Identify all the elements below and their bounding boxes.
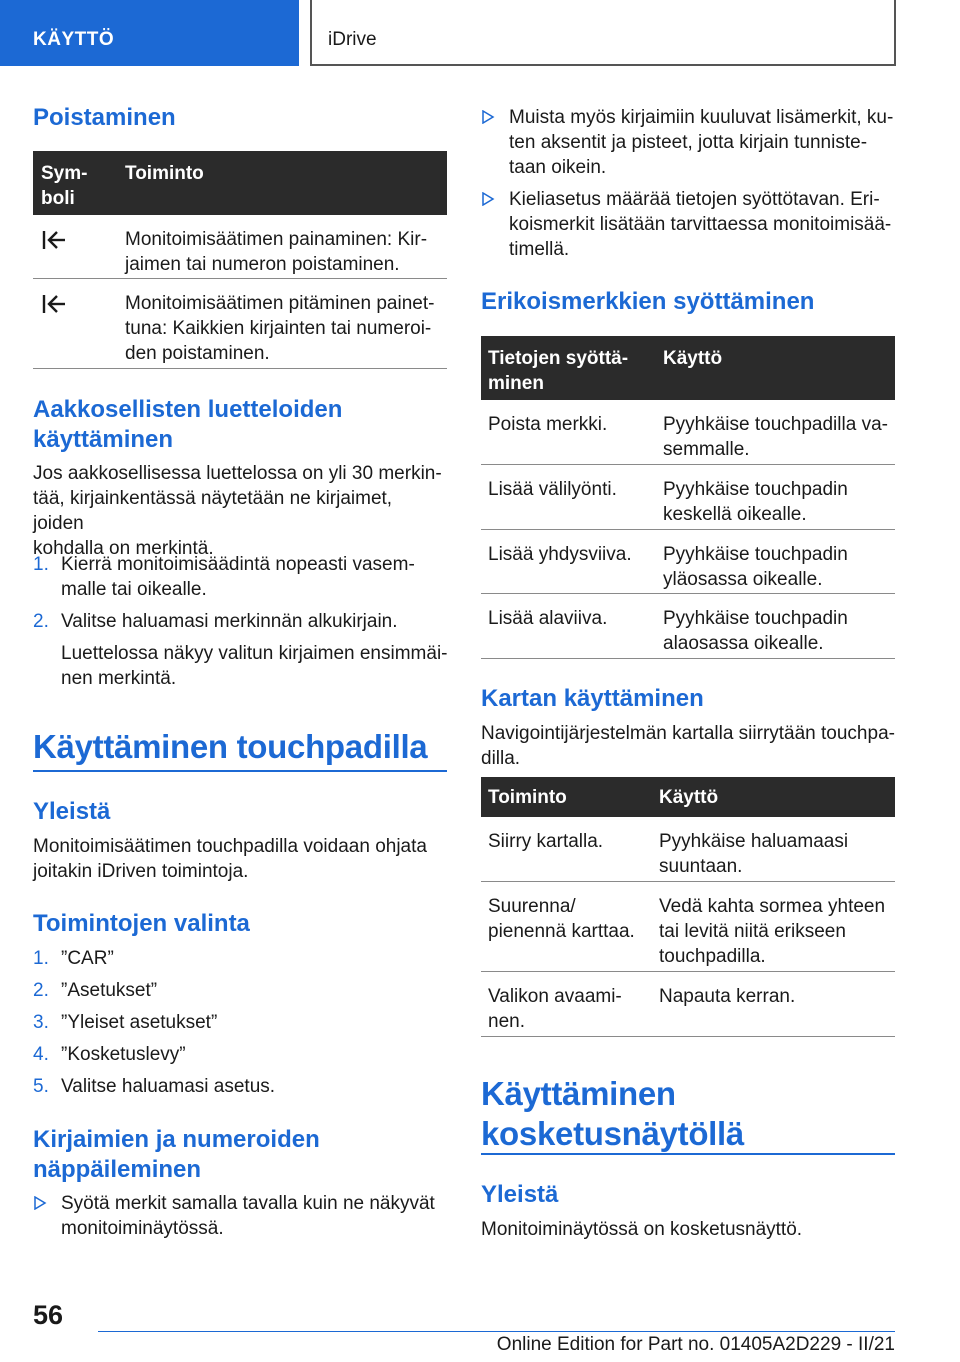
cell-usage: Vedä kahta sormea yhteen tai levitä niitä erikseen touchpadilla. xyxy=(659,896,886,967)
table-row xyxy=(481,817,895,882)
cell-function: Siirry kartalla. xyxy=(488,831,604,852)
triangle-bullet-icon xyxy=(33,1196,47,1210)
footer-rule xyxy=(98,1331,895,1332)
cell-usage: Pyyhkäise touchpadin yläosassa oikealle. xyxy=(663,544,848,590)
cell-input: Lisää yhdysviiva. xyxy=(488,544,632,565)
cell-usage: Pyyhkäise touchpadin alaosassa oikealle. xyxy=(663,608,848,654)
bullet-item xyxy=(481,187,895,262)
cell-input: Lisää alaviiva. xyxy=(488,608,608,629)
table-row xyxy=(481,465,895,530)
table-row xyxy=(481,594,895,659)
heading-general: Yleistä xyxy=(33,798,111,825)
chapter-tab xyxy=(310,0,896,66)
step-number: 1. xyxy=(33,948,49,969)
step-number: 2. xyxy=(33,980,49,1001)
list-item xyxy=(33,1010,447,1035)
heading-touchscreen: Käyttäminen kosketusnäytöllä xyxy=(481,1075,744,1152)
row-text: Monitoimisäätimen pitäminen painet- tuna: Kaikkien kirjainten tai numeroi- den poistaminen. xyxy=(125,293,435,364)
list-item xyxy=(33,946,447,971)
table-header xyxy=(33,151,447,215)
step-text: ”Asetukset” xyxy=(61,980,158,1001)
footer-edition: Online Edition for Part no. 01405A2D229 - II/21 xyxy=(496,1334,895,1355)
step-text: ”CAR” xyxy=(61,948,114,969)
step-text: Kierrä monitoimisäädintä nopeasti vasem- malle tai oikealle. xyxy=(61,554,415,600)
table-row xyxy=(481,972,895,1037)
heading-alpha-lists: Aakkosellisten luetteloiden käyttäminen xyxy=(33,396,343,453)
heading-map: Kartan käyttäminen xyxy=(481,685,704,712)
cell-function: Suurenna/ pienennä karttaa. xyxy=(488,896,635,942)
page-number: 56 xyxy=(33,1300,64,1330)
bullet-text: Syötä merkit samalla tavalla kuin ne näkyvät monitoiminäytössä. xyxy=(61,1193,435,1239)
heading-poistaminen: Poistaminen xyxy=(33,104,176,131)
triangle-bullet-icon xyxy=(481,110,495,124)
heading-special-chars: Erikoismerkkien syöttäminen xyxy=(481,288,815,315)
row-text: Monitoimisäätimen painaminen: Kir- jaimen tai numeron poistaminen. xyxy=(125,229,428,275)
col-header-symbol: Sym- boli xyxy=(41,163,88,209)
step-number: 3. xyxy=(33,1012,49,1033)
table-header xyxy=(481,336,895,400)
general-text: Monitoiminäytössä on kosketusnäyttö. xyxy=(481,1219,803,1240)
cell-input: Poista merkki. xyxy=(488,414,608,435)
step-text: ”Yleiset asetukset” xyxy=(61,1012,218,1033)
bullet-text: Kieliasetus määrää tietojen syöttötavan. Eri- koismerkit lisätään tarvittaessa monitoimisää- timellä. xyxy=(509,189,892,260)
table-row xyxy=(33,215,447,279)
section-title: KÄYTTÖ xyxy=(33,29,115,50)
cell-usage: Pyyhkäise touchpadin keskellä oikealle. xyxy=(663,479,848,525)
heading-select-functions: Toimintojen valinta xyxy=(33,910,250,937)
table-row xyxy=(481,400,895,465)
table-row xyxy=(481,882,895,972)
list-item xyxy=(33,978,447,1003)
chapter-title: iDrive xyxy=(328,29,377,50)
heading-letters-numbers: Kirjaimien ja numeroiden näppäileminen xyxy=(33,1126,320,1183)
bullet-item xyxy=(33,1191,447,1241)
table-row xyxy=(33,279,447,369)
bullet-text: Muista myös kirjaimiin kuuluvat lisämerkit, ku- ten aksentit ja pisteet, jotta kirjain tunniste- taan oikein. xyxy=(509,107,894,178)
cell-input: Lisää välilyönti. xyxy=(488,479,617,500)
heading-rule xyxy=(33,770,447,772)
heading-rule xyxy=(481,1153,895,1155)
heading-touchpad: Käyttäminen touchpadilla xyxy=(33,728,428,765)
table-row xyxy=(481,530,895,594)
step-number: 4. xyxy=(33,1044,49,1065)
cell-usage: Pyyhkäise haluamaasi suuntaan. xyxy=(659,831,849,877)
list-item xyxy=(33,1042,447,1067)
list-item xyxy=(33,552,447,602)
list-item xyxy=(33,1074,447,1099)
step-text: ”Kosketuslevy” xyxy=(61,1044,186,1065)
table-header xyxy=(481,777,895,817)
step-text: Valitse haluamasi merkinnän alkukirjain. xyxy=(61,611,398,632)
step-number: 5. xyxy=(33,1076,49,1097)
step-result: Luettelossa näkyy valitun kirjaimen ensimmäi- nen merkintä. xyxy=(61,643,448,689)
step-text: Valitse haluamasi asetus. xyxy=(61,1076,276,1097)
cell-function: Valikon avaami- nen. xyxy=(488,986,622,1032)
alpha-lists-intro: Jos aakkosellisessa luettelossa on yli 30 merkin- tää, kirjainkentässä näytetään ne kirjaimet, joiden kohdalla on merkintä. xyxy=(33,463,442,559)
col-header-function: Toiminto xyxy=(125,163,204,184)
bullet-item xyxy=(481,105,895,180)
list-item xyxy=(33,609,447,634)
cell-usage: Pyyhkäise touchpadilla va- semmalle. xyxy=(663,414,888,460)
map-intro: Navigointijärjestelmän kartalla siirrytään touchpa- dilla. xyxy=(481,723,895,769)
section-tab xyxy=(0,0,299,66)
general-text: Monitoimisäätimen touchpadilla voidaan ohjata joitakin iDriven toimintoja. xyxy=(33,836,427,882)
triangle-bullet-icon xyxy=(481,192,495,206)
delete-back-icon xyxy=(41,293,67,322)
col-header-usage: Käyttö xyxy=(663,348,723,369)
step-number: 1. xyxy=(33,554,49,575)
step-number: 2. xyxy=(33,611,49,632)
delete-back-icon xyxy=(41,229,67,258)
col-header-input: Tietojen syöttä- minen xyxy=(488,348,629,394)
col-header-function: Toiminto xyxy=(488,787,567,808)
col-header-usage: Käyttö xyxy=(659,787,719,808)
cell-usage: Napauta kerran. xyxy=(659,986,796,1007)
heading-general: Yleistä xyxy=(481,1181,559,1208)
